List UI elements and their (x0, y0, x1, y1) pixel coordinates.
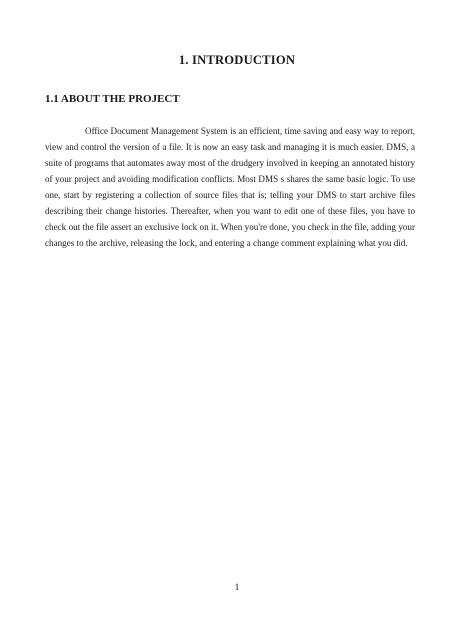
body-paragraph: Office Document Management System is an efficient, time saving and easy way to report, view and control the version of a file. It is now an easy task and managing it is much easier. DMS, a suite of programs that automates away most of the drudgery involved in keeping an annotated history of your project and avoiding modification conflicts. Most DMS s shares the same basic logic. To use one, start by registering a collection of source files that is; telling your DMS to start archive files describing their change histories. Thereafter, when you want to edit one of these files, you have to check out the file assert an exclusive lock on it. When you're done, you check in the file, adding your changes to the archive, releasing the lock, and entering a change comment explaining what you did. (45, 126, 415, 248)
page-number: 1 (234, 583, 240, 593)
section-heading: 1.1 ABOUT THE PROJECT (45, 93, 180, 105)
chapter-title: 1. INTRODUCTION (178, 53, 296, 67)
